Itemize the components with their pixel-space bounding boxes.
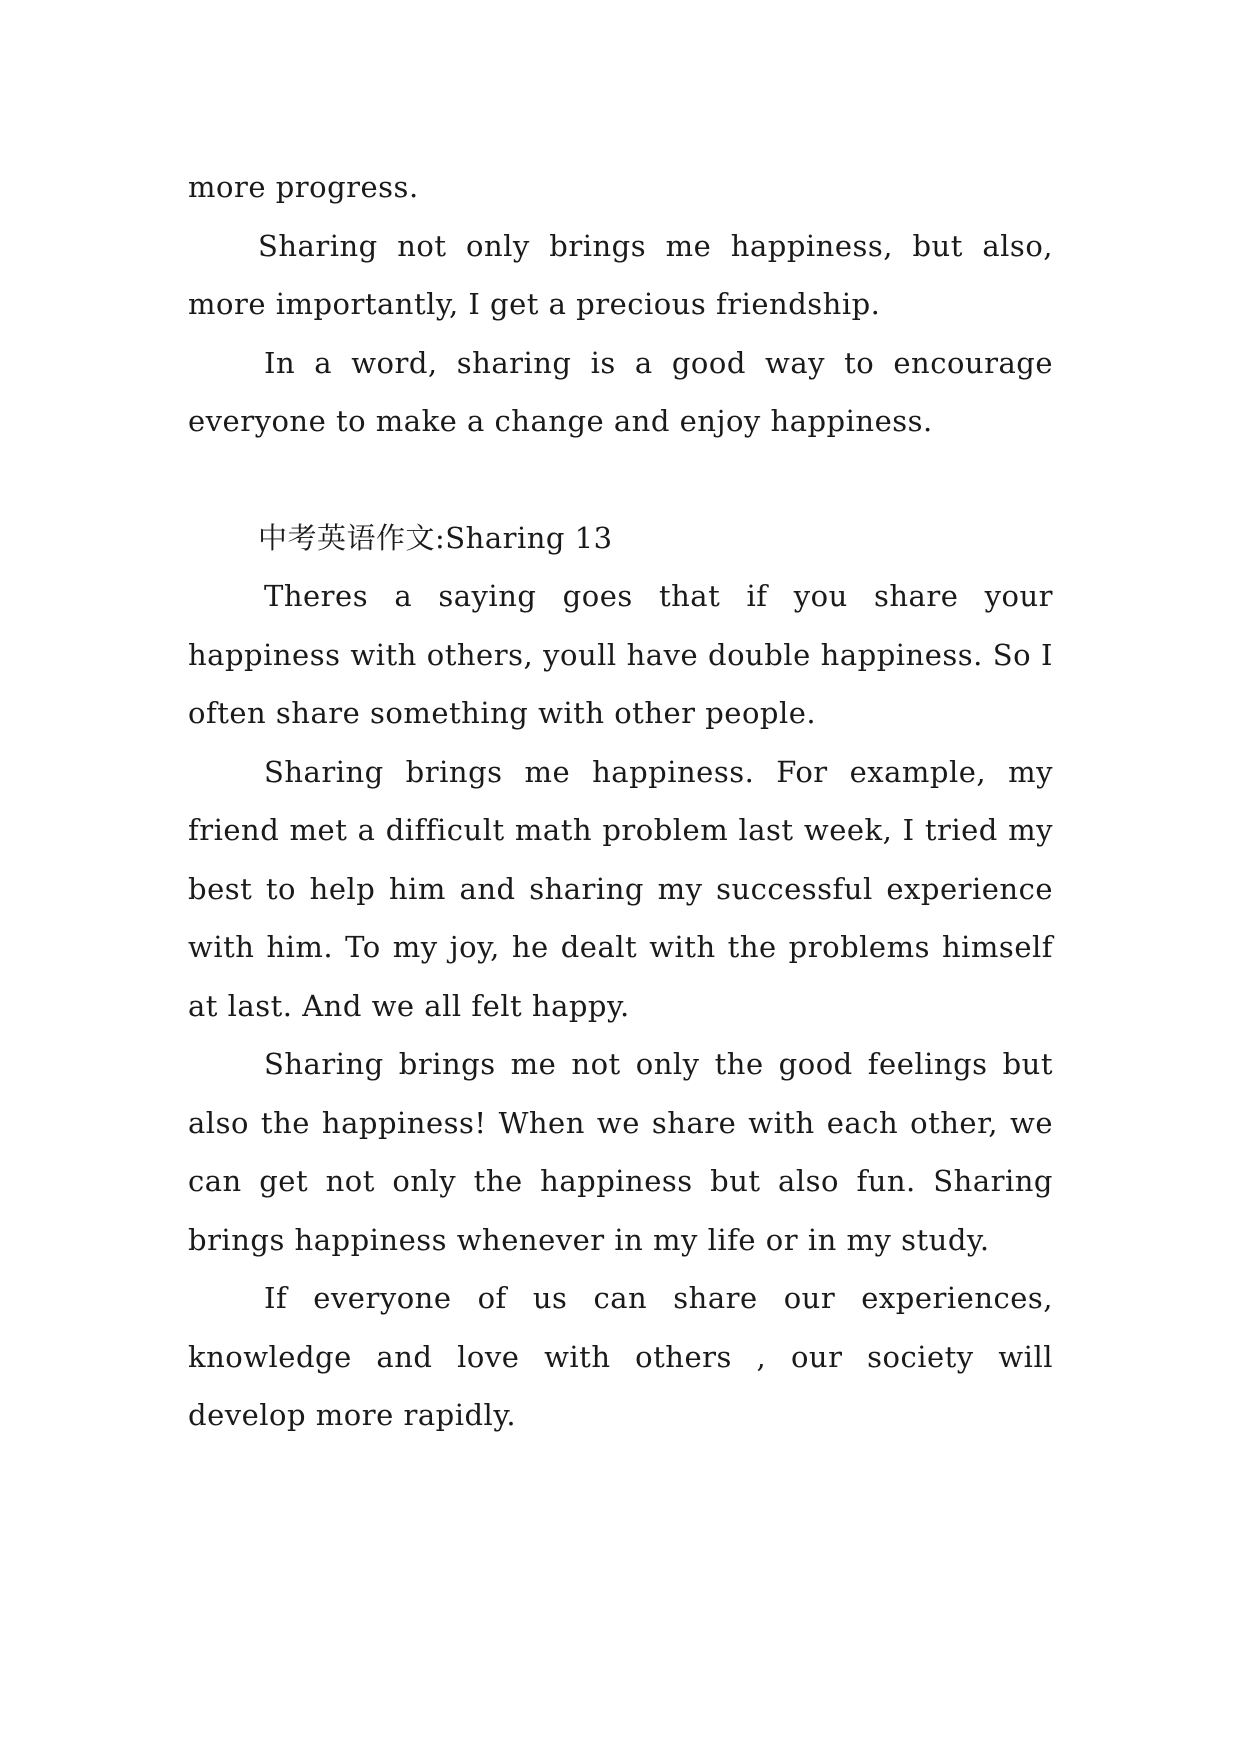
- paragraph: Theres a saying goes that if you share your happiness with others, youll have double happiness. So I often share something with other people.: [188, 579, 1053, 730]
- paragraph: Sharing not only brings me happiness, but also, more importantly, I get a precious friendship.: [188, 228, 1053, 321]
- paragraph: Sharing brings me not only the good feelings but also the happiness! When we share with each other, we can get not only the happiness but also fun. Sharing brings happiness whenever in my life or in my study.: [188, 1047, 1053, 1257]
- document-body: [188, 158, 1053, 1445]
- paragraph: If everyone of us can share our experiences, knowledge and love with others , our society will develop more rapidly.: [188, 1281, 1053, 1432]
- paragraph-continuation: more progress.: [188, 170, 419, 204]
- paragraph: In a word, sharing is a good way to encourage everyone to make a change and enjoy happiness.: [188, 345, 1053, 438]
- section-heading: 中考英语作文:Sharing 13: [258, 520, 613, 555]
- paragraph: Sharing brings me happiness. For example, my friend met a difficult math problem last week, I tried my best to help him and sharing my successful experience with him. To my joy, he dealt with the problems himself at last. And we all felt happy.: [188, 754, 1053, 1023]
